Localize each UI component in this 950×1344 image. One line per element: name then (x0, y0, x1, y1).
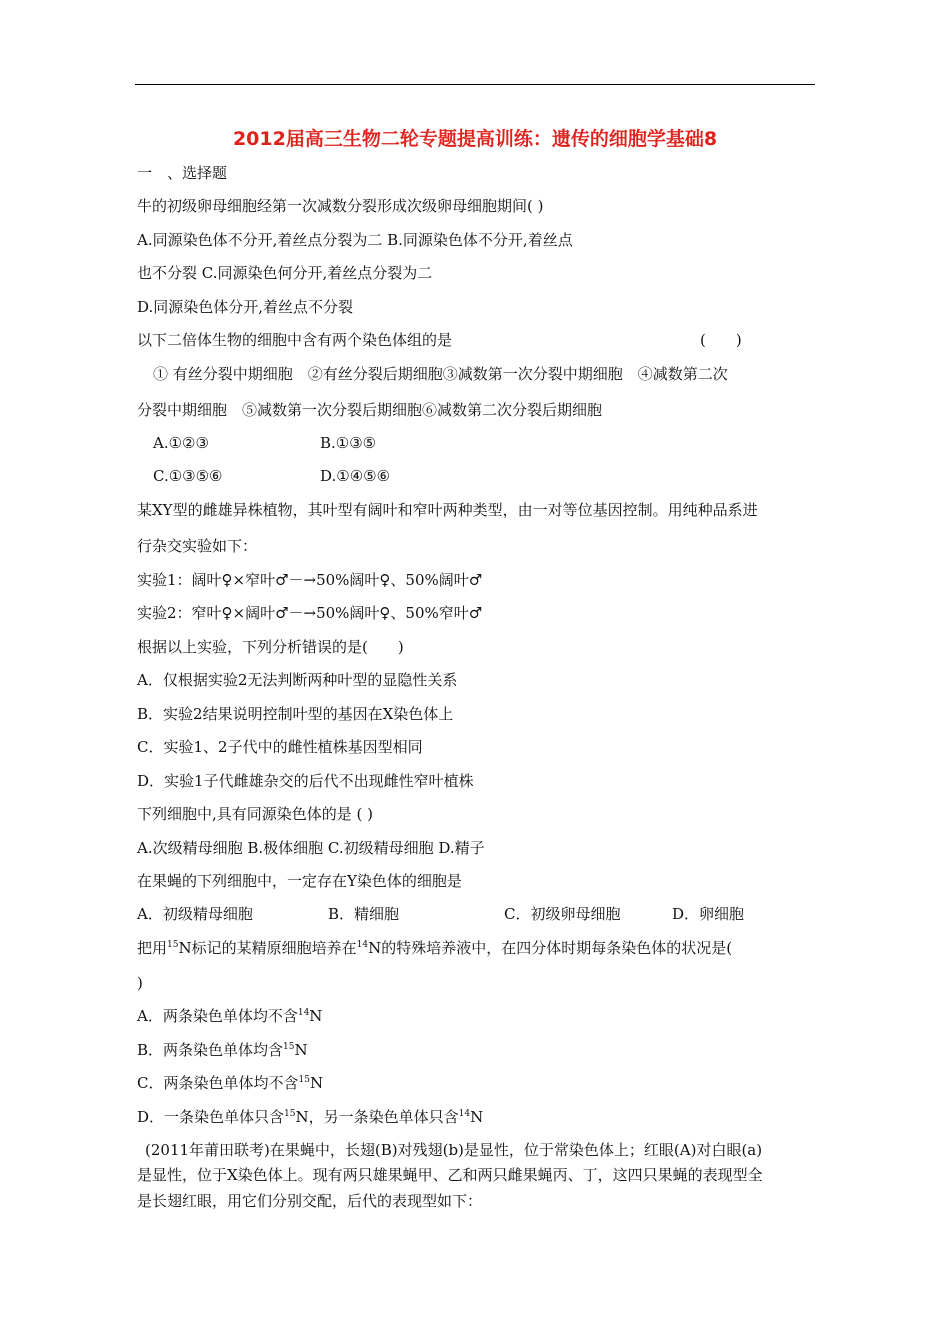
question-1-options-line-3: D.同源染色体分开,着丝点不分裂 (137, 298, 354, 316)
question-3-option-b: B．实验2结果说明控制叶型的基因在X染色体上 (137, 705, 454, 723)
question-3-stem-line-1: 某XY型的雌雄异株植物，其叶型有阔叶和窄叶两种类型，由一对等位基因控制。用纯种品系进 (137, 501, 758, 519)
question-2-option-d: D.①④⑤⑥ (320, 467, 391, 485)
question-6-option-d (137, 1107, 483, 1127)
superscript-14: 14 (297, 1008, 310, 1018)
question-2-items-line-2: 分裂中期细胞 ⑤减数第一次分裂后期细胞⑥减数第二次分裂后期细胞 (137, 401, 603, 419)
question-5-option-d: D．卵细胞 (672, 905, 745, 923)
nitrogen-symbol: N (470, 1108, 484, 1126)
question-1-stem: 牛的初级卵母细胞经第一次减数分裂形成次级卵母细胞期间( ) (137, 197, 544, 215)
nitrogen-symbol: N (294, 1041, 308, 1059)
question-1-options-line-2: 也不分裂 C.同源染色何分开,着丝点分裂为二 (137, 264, 433, 282)
page-title: 2012届高三生物二轮专题提高训练：遗传的细胞学基础8 (232, 128, 718, 150)
q6-option-c-text: C．两条染色单体均不含 (137, 1074, 299, 1092)
question-6-option-a (137, 1006, 322, 1026)
question-7-line-2: 是显性，位于X染色体上。现有两只雄果蝇甲、乙和两只雌果蝇丙、丁，这四只果蝇的表现型全 (137, 1166, 763, 1184)
question-4-stem: 下列细胞中,具有同源染色体的是 ( ) (137, 805, 374, 823)
question-3-option-c: C．实验1、2子代中的雌性植株基因型相同 (137, 738, 423, 756)
question-6-stem (137, 938, 732, 958)
q6-option-d-text-b: N，另一条染色单体只含 (295, 1108, 459, 1126)
q6-stem-a: 把用 (137, 939, 168, 957)
question-5-option-a: A．初级精母细胞 (137, 905, 253, 923)
superscript-14: 14 (356, 940, 369, 950)
question-5-option-c: C．初级卵母细胞 (504, 905, 621, 923)
q6-option-d-text-a: D．一条染色单体只含 (137, 1108, 285, 1126)
section-heading: 一 、选择题 (137, 164, 228, 182)
question-3-option-d: D．实验1子代雌雄杂交的后代不出现雌性窄叶植株 (137, 772, 474, 790)
nitrogen-symbol: N (309, 1007, 323, 1025)
q6-option-a-text: A．两条染色单体均不含 (137, 1007, 298, 1025)
question-3-stem-line-2: 行杂交实验如下： (137, 537, 258, 555)
question-2-option-c: C.①③⑤⑥ (153, 467, 223, 485)
q6-stem-b: N标记的某精原细胞培养在 (178, 939, 357, 957)
question-4-options: A.次级精母细胞 B.极体细胞 C.初级精母细胞 D.精子 (137, 839, 485, 857)
question-5-stem: 在果蝇的下列细胞中，一定存在Y染色体的细胞是 (137, 872, 462, 890)
q6-option-b-text: B．两条染色单体均含 (137, 1041, 284, 1059)
question-2-items-line-1: ① 有丝分裂中期细胞 ②有丝分裂后期细胞③减数第一次分裂中期细胞 ④减数第二次 (153, 365, 728, 383)
question-7-line-3: 是长翅红眼，用它们分别交配，后代的表现型如下： (137, 1192, 483, 1210)
superscript-15: 15 (167, 940, 179, 950)
question-6-option-c (137, 1073, 323, 1093)
question-2-answer-paren: ( ) (700, 331, 742, 349)
superscript-15: 15 (284, 1109, 296, 1119)
superscript-14: 14 (458, 1109, 471, 1119)
question-6-stem-end: ) (137, 974, 143, 992)
question-3-ask: 根据以上实验，下列分析错误的是( ) (137, 638, 404, 656)
question-5-option-b: B．精细胞 (328, 905, 400, 923)
superscript-15: 15 (283, 1042, 295, 1052)
question-7-line-1: (2011年莆田联考)在果蝇中，长翅(B)对残翅(b)是显性，位于常染色体上；红眼(A)对白眼(a) (145, 1141, 763, 1159)
question-2-option-b: B.①③⑤ (320, 434, 377, 452)
question-2-option-a: A.①②③ (153, 434, 209, 452)
question-3-experiment-2: 实验2：窄叶♀×阔叶♂－→50%阔叶♀、50%窄叶♂ (137, 604, 483, 622)
superscript-15: 15 (298, 1075, 310, 1085)
question-3-experiment-1: 实验1：阔叶♀×窄叶♂－→50%阔叶♀、50%阔叶♂ (137, 571, 483, 589)
question-1-options-line-1: A.同源染色体不分开,着丝点分裂为二 B.同源染色体不分开,着丝点 (137, 231, 573, 249)
nitrogen-symbol: N (309, 1074, 324, 1092)
question-3-option-a: A．仅根据实验2无法判断两种叶型的显隐性关系 (137, 671, 458, 689)
header-rule (135, 84, 815, 85)
question-2-stem: 以下二倍体生物的细胞中含有两个染色体组的是 (137, 331, 453, 349)
question-6-option-b (137, 1040, 308, 1060)
q6-stem-c: N的特殊培养液中，在四分体时期每条染色体的状况是( (368, 939, 733, 957)
